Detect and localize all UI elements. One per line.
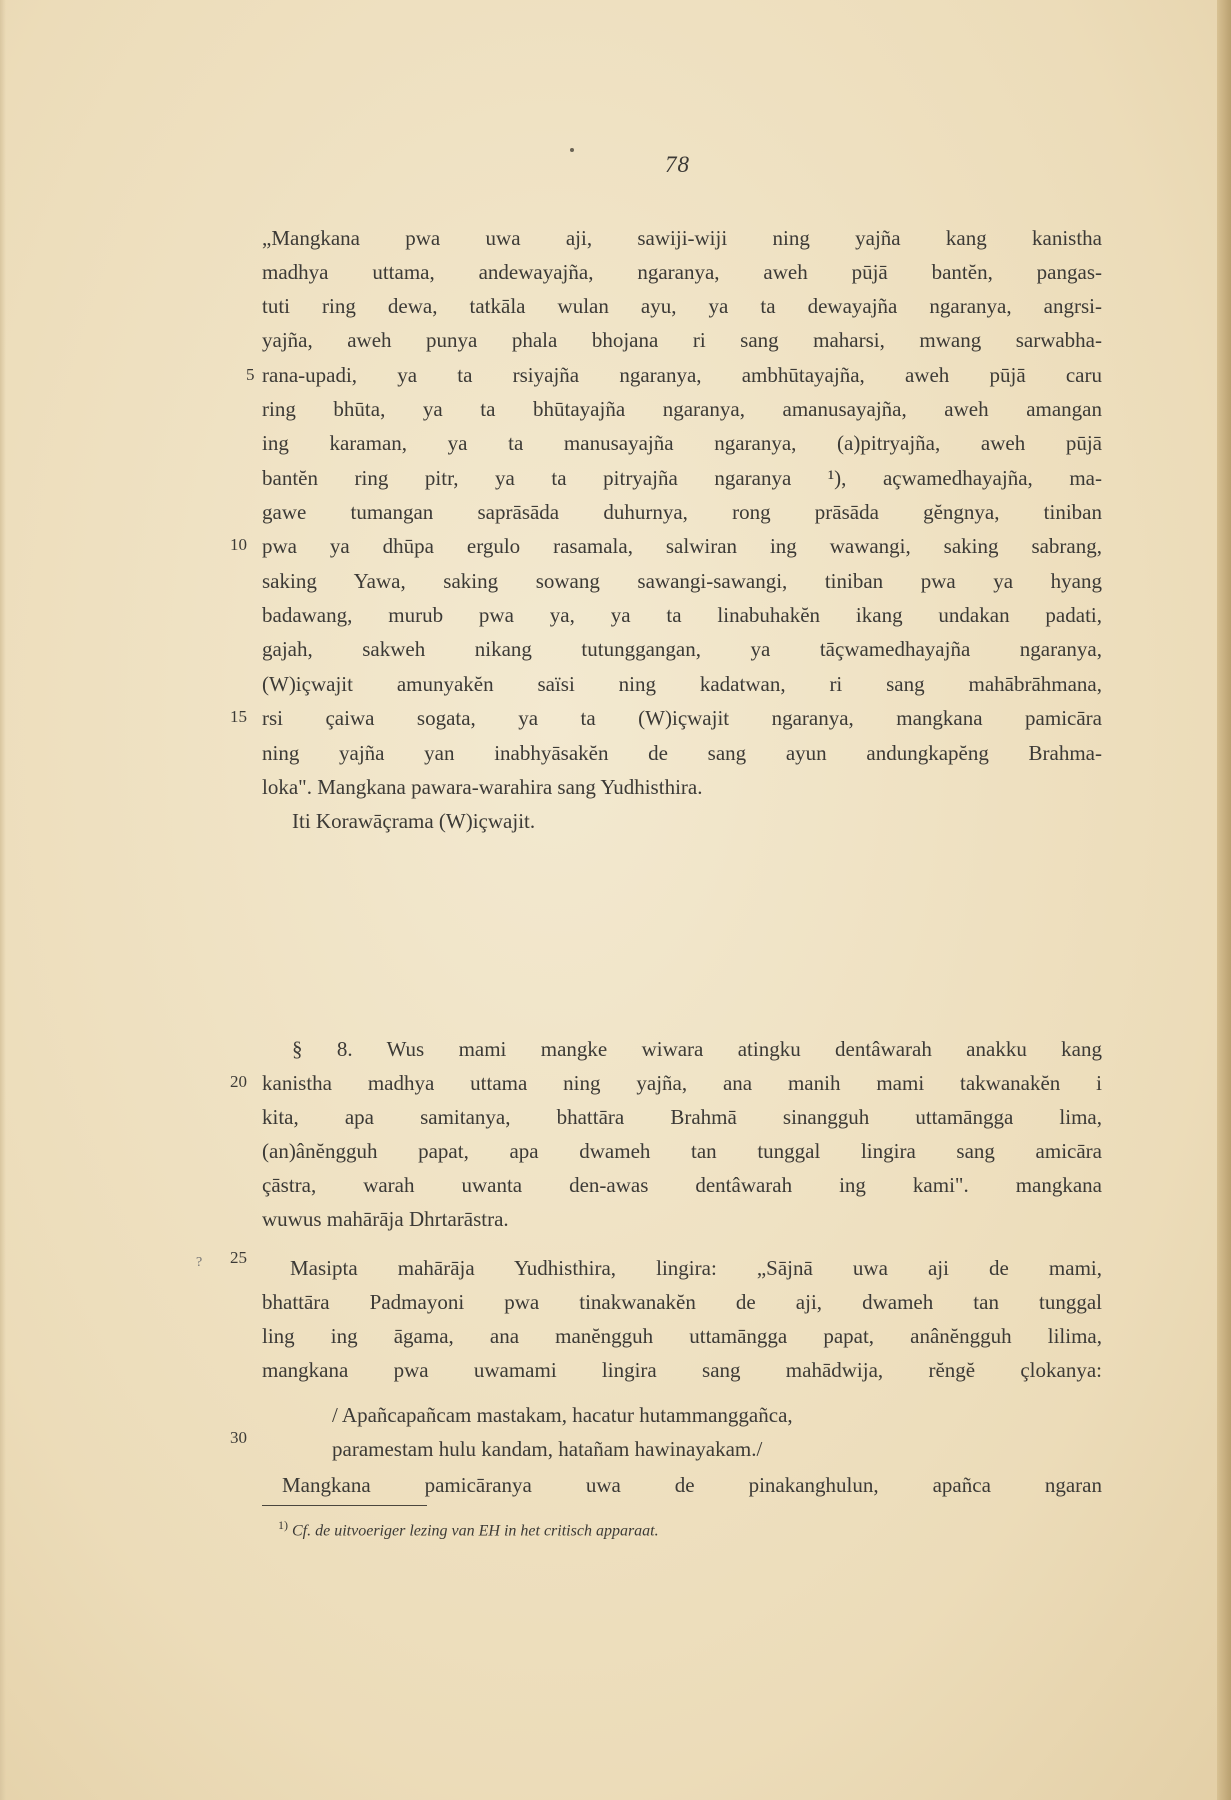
margin-mark: ?: [196, 1255, 203, 1270]
page-right-edge: [1217, 0, 1231, 1800]
text-line: badawang, murub pwa ya, ya ta linabuhakĕn ikang undakan padati,: [262, 603, 1102, 627]
footnote-rule: [262, 1505, 427, 1506]
page-number: 78: [665, 152, 690, 177]
text-line: ring bhūta, ya ta bhūtayajña ngaranya, amanusayajña, aweh amangan: [262, 397, 1102, 421]
text-line: pwa ya dhūpa ergulo rasamala, salwiran ing wawangi, saking sabrang,: [262, 534, 1102, 558]
text-line: bantĕn ring pitr, ya ta pitryajña ngaranya ¹), açwamedhayajña, ma-: [262, 466, 1102, 490]
text-line: saking Yawa, saking sowang sawangi-sawangi, tiniban pwa ya hyang: [262, 569, 1102, 593]
text-line: yajña, aweh punya phala bhojana ri sang maharsi, mwang sarwabha-: [262, 328, 1102, 352]
page-left-edge: [0, 0, 6, 1800]
text-line: (an)ânĕngguh papat, apa dwameh tan tunggal lingira sang amicāra: [262, 1139, 1102, 1163]
text-line: gawe tumangan saprāsāda duhurnya, rong prāsāda gĕngnya, tiniban: [262, 500, 1102, 524]
ink-speck: [570, 148, 574, 152]
text-line: wuwus mahārāja Dhrtarāstra.: [262, 1207, 509, 1231]
text-line: rsi çaiwa sogata, ya ta (W)içwajit ngaranya, mangkana pamicāra: [262, 706, 1102, 730]
text-line: bhattāra Padmayoni pwa tinakwanakĕn de aji, dwameh tan tunggal: [262, 1290, 1102, 1314]
text-line: ning yajña yan inabhyāsakĕn de sang ayun andungkapĕng Brahma-: [262, 741, 1102, 765]
text-line: Mangkana pamicāranya uwa de pinakanghulun, apañca ngaran: [282, 1473, 1102, 1497]
text-line: Masipta mahārāja Yudhisthira, lingira: „Sājnā uwa aji de mami,: [290, 1256, 1102, 1280]
line-number: 5: [246, 365, 255, 384]
text-line: mangkana pwa uwamami lingira sang mahādwija, rĕngĕ çlokanya:: [262, 1358, 1102, 1382]
line-number: 10: [230, 535, 247, 554]
text-line: çāstra, warah uwanta den-awas dentâwarah ing kami". mangkana: [262, 1173, 1102, 1197]
section-closing: Iti Korawāçrama (W)içwajit.: [292, 809, 536, 833]
footnote: [278, 1518, 659, 1540]
text-line: kita, apa samitanya, bhattāra Brahmā sinangguh uttamāngga lima,: [262, 1105, 1102, 1129]
text-line: gajah, sakweh nikang tutunggangan, ya tāçwamedhayajña ngaranya,: [262, 637, 1102, 661]
text-line: rana-upadi, ya ta rsiyajña ngaranya, ambhūtayajña, aweh pūjā caru: [262, 363, 1102, 387]
line-number: 20: [230, 1072, 247, 1091]
text-line: madhya uttama, andewayajña, ngaranya, aweh pūjā bantĕn, pangas-: [262, 260, 1102, 284]
line-number: 15: [230, 707, 247, 726]
footnote-text: Cf. de uitvoeriger lezing van EH in het critisch apparaat.: [292, 1522, 659, 1540]
text-line: tuti ring dewa, tatkāla wulan ayu, ya ta dewayajña ngaranya, angrsi-: [262, 294, 1102, 318]
verse-line: / Apañcapañcam mastakam, hacatur hutammanggañca,: [332, 1403, 793, 1427]
line-number: 30: [230, 1428, 247, 1447]
verse-line: paramestam hulu kandam, hatañam hawinayakam./: [332, 1437, 763, 1461]
text-line: (W)içwajit amunyakĕn saïsi ning kadatwan, ri sang mahābrāhmana,: [262, 672, 1102, 696]
text-line: ling ing āgama, ana manĕngguh uttamāngga papat, anânĕngguh lilima,: [262, 1324, 1102, 1348]
text-line: kanistha madhya uttama ning yajña, ana manih mami takwanakĕn i: [262, 1071, 1102, 1095]
footnote-marker: 1): [278, 1518, 288, 1532]
line-number: 25: [230, 1248, 247, 1267]
text-line: § 8. Wus mami mangke wiwara atingku dentâwarah anakku kang: [292, 1037, 1102, 1061]
text-line: „Mangkana pwa uwa aji, sawiji-wiji ning yajña kang kanistha: [262, 226, 1102, 250]
text-line: ing karaman, ya ta manusayajña ngaranya, (a)pitryajña, aweh pūjā: [262, 431, 1102, 455]
text-line: loka". Mangkana pawara-warahira sang Yudhisthira.: [262, 775, 703, 799]
